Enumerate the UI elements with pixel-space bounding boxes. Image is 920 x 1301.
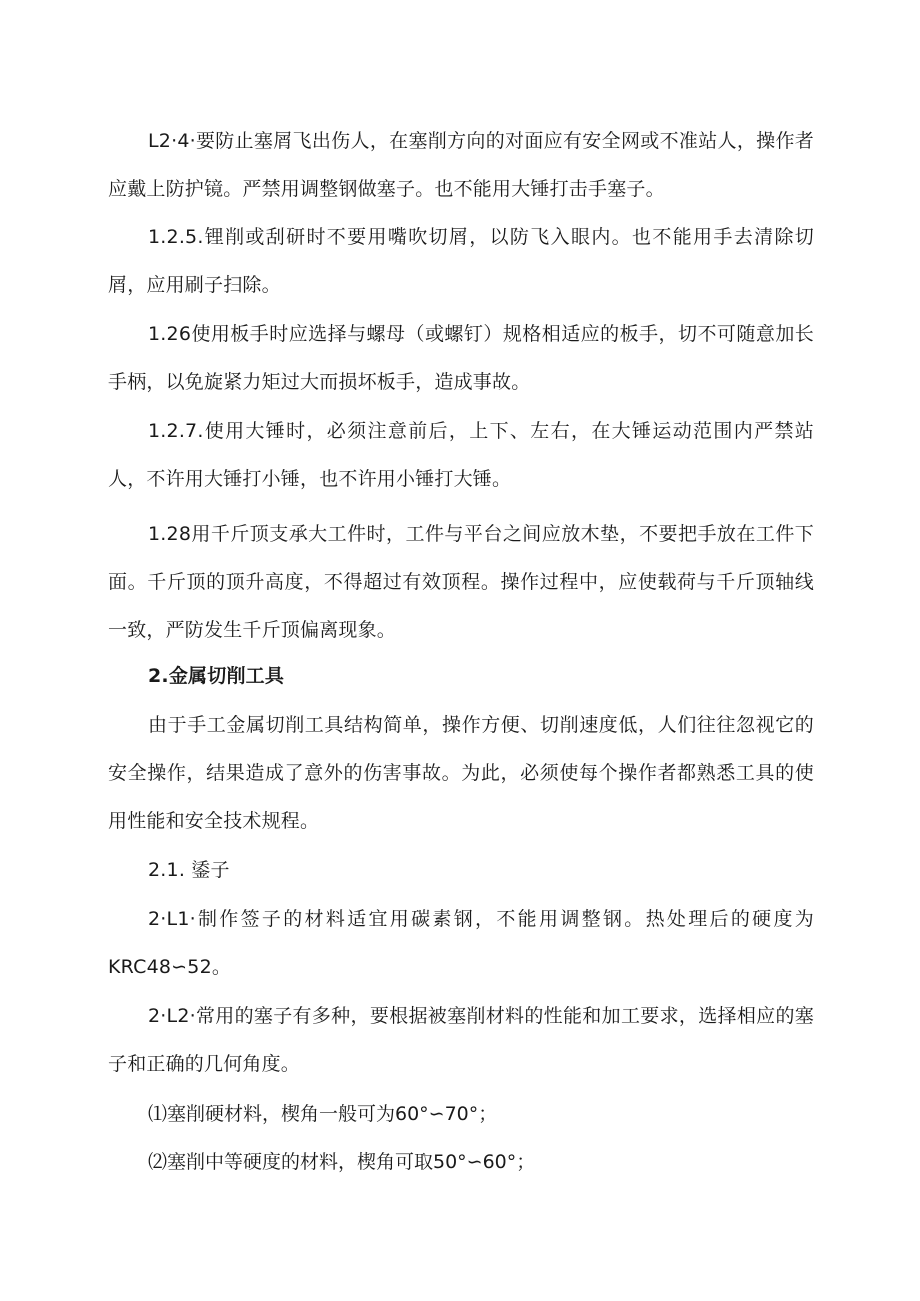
paragraph-1-2-7: 1.2.7.使用大锤时，必须注意前后，上下、左右，在大锤运动范围内严禁站人，不许用大锤打小锤，也不许用小锤打大锤。 [108, 420, 814, 490]
subsection-heading: 2.1. 鋈子 [148, 859, 230, 881]
list-item: ⑵塞削中等硬度的材料，楔角可取50°∽60°； [148, 1151, 536, 1173]
paragraph-2-1-2: 2·L2·常用的塞子有多种，要根据被塞削材料的性能和加工要求，选择相应的塞子和正确的几何角度。 [108, 1005, 814, 1075]
paragraph-2-1-1: 2·L1·制作签子的材料适宜用碳素钢，不能用调整钢。热处理后的硬度为KRC48∽52。 [108, 908, 814, 978]
paragraph-1-2-6: 1.26使用板手时应选择与螺母（或螺钉）规格相适应的板手，切不可随意加长手柄，以免旋紧力矩过大而损坏板手，造成事故。 [108, 323, 814, 393]
paragraph-1-2-5: 1.2.5.锂削或刮研时不要用嘴吹切屑，以防飞入眼内。也不能用手去清除切屑，应用刷子扫除。 [108, 226, 814, 296]
section-heading: 2.金属切削工具 [148, 665, 285, 687]
section-intro-paragraph: 由于手工金属切削工具结构简单，操作方便、切削速度低，人们往往忽视它的安全操作，结果造成了意外的伤害事故。为此，必须使每个操作者都熟悉工具的使用性能和安全技术规程。 [108, 714, 814, 832]
paragraph-1-2-8: 1.28用千斤顶支承大工件时，工件与平台之间应放木垫，不要把手放在工件下面。千斤顶的顶升高度，不得超过有效顶程。操作过程中，应使载荷与千斤顶轴线一致，严防发生千斤顶偏离现象。 [108, 523, 814, 641]
paragraph-1-2-4: L2·4·要防止塞屑飞出伤人，在塞削方向的对面应有安全网或不准站人，操作者应戴上防护镜。严禁用调整钢做塞子。也不能用大锤打击手塞子。 [108, 130, 814, 200]
list-item: ⑴塞削硬材料，楔角一般可为60°∽70°； [148, 1103, 498, 1125]
